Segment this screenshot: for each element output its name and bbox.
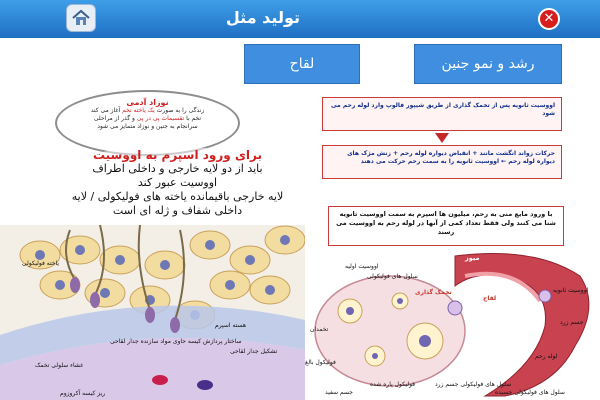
arrow-down-icon xyxy=(435,133,449,143)
close-button[interactable] xyxy=(538,8,560,30)
label-sperm-head: هسته اسپرم xyxy=(215,322,246,329)
label-corpus-luteum-right: جسم زرد xyxy=(560,319,584,326)
tab-embryo-growth[interactable]: رشد و نمو جنین xyxy=(414,44,562,84)
fertilization-steps xyxy=(322,97,562,179)
main-text xyxy=(50,148,305,228)
bubble-line-3: سرانجام به جنین و نوزاد متمایز می شود xyxy=(97,123,198,130)
main-text-line-2: باید از دو لایه خارجی و داخلی اطراف xyxy=(92,162,263,175)
label-fertilization: لقاح xyxy=(483,295,497,302)
home-icon xyxy=(71,8,91,28)
main-text-line-3: اووسیت عبور کند xyxy=(137,176,218,189)
step-3: با ورود مایع منی به رحم، میلیون ها اسپرم به سمت اووسیت ثانویه شنا می کنند ولی فقط تعداد کمی از آنها در لوله رحم به اووسیت می رسند xyxy=(328,206,564,246)
main-text-line-1: برای ورود اسپرم به اووسیت xyxy=(92,148,263,162)
sperm-entry-illustration xyxy=(0,225,305,400)
home-button[interactable] xyxy=(66,4,96,32)
bubble-line-2: تخم با تقسیمات پی در پی و گذر از مراحلی xyxy=(93,115,202,122)
label-acrosome-release: ریز کیسه آکروزوم xyxy=(60,390,106,397)
tab-fertilization[interactable]: لقاح xyxy=(244,44,360,84)
label-ovum-membrane: غشاء سلولی تخمک xyxy=(35,362,84,369)
label-fertilization-wall: تشکیل جدار لقاحی xyxy=(230,348,278,355)
ovary-tube-illustration xyxy=(305,246,600,400)
close-icon: ✕ xyxy=(543,11,555,26)
label-acrosome-membrane: ساختار پردازش کیسه حاوی مواد سازنده جدار لقاحی xyxy=(110,338,242,345)
label-primary-oocyte: اووسیت اولیه xyxy=(345,263,379,270)
title-bar xyxy=(0,0,600,38)
label-follicle-cell: یاخته فولیکولی xyxy=(22,260,59,267)
label-ovulation: تخمک گذاری xyxy=(415,289,452,296)
step-1: اووسیت ثانویه پس از تخمک گذاری از طریق شیپور فالوپ وارد لوله رحم می شود xyxy=(322,97,562,131)
label-follicle-cells-corpus: سلول های فولیکولی جسم زرد xyxy=(435,381,512,388)
label-ruptured-follicle: فولیکول پاره شده xyxy=(370,381,416,388)
window-title: تولید مثل xyxy=(225,8,300,27)
label-mature-follicle: فولیکول بالغ xyxy=(305,359,336,366)
label-ovary: تخمدان xyxy=(310,326,329,333)
label-follicle-cells: سلول های فولیکولی xyxy=(367,273,418,280)
bubble-line-1: زندگی را به صورت یک یاخته تخم آغاز می کند xyxy=(90,107,205,114)
bubble-title: نوزاد آدمی xyxy=(126,98,169,107)
label-corpus-albicans: جسم سفید xyxy=(325,389,353,396)
step-2: حرکات زواند انگشت مانند + انقباض دیواره لوله رحم + زنش مژک های دیواره لوله رحم ← اووسیت ثانویه را به سمت رحم حرکت می دهند xyxy=(322,145,562,179)
label-secondary-oocyte: اووسیت ثانویه xyxy=(553,287,589,294)
label-uterus: میوز xyxy=(465,254,480,262)
main-text-line-5: داخلی شفاف و ژله ای است xyxy=(112,204,243,217)
label-follicle-cells-attached: سلول های فولیکولی جسیده xyxy=(495,389,565,396)
label-fallopian-tube: لوله رحم xyxy=(535,353,558,360)
main-text-line-4: لایه خارجی باقیمانده یاخته های فولیکولی / لایه xyxy=(71,190,284,203)
info-bubble xyxy=(55,90,240,156)
